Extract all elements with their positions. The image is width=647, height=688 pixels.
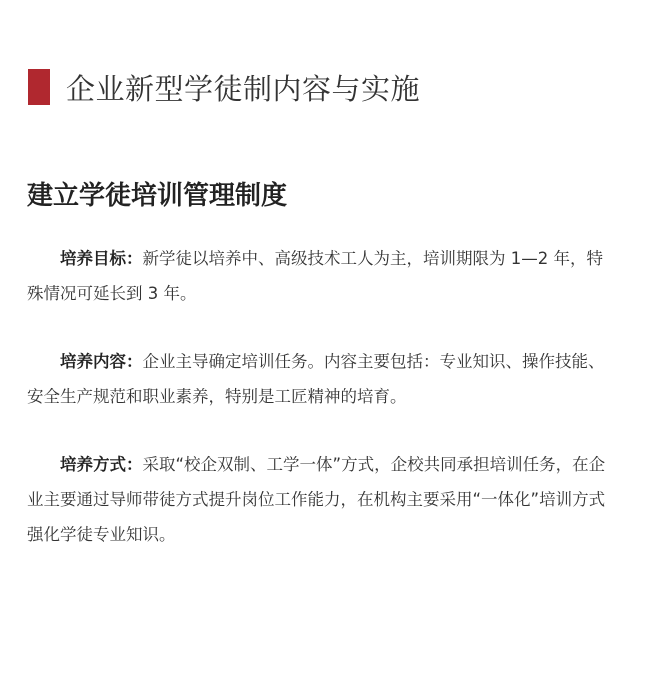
page-header (28, 68, 420, 106)
paragraph-label: 培养内容： (60, 352, 143, 371)
paragraph-training-method (27, 447, 609, 552)
paragraph-text: 采取“校企双制、工学一体”方式，企校共同承担培训任务，在企业主要通过导师带徒方式提升岗位工作能力，在机构主要采用“一体化”培训方式强化学徒专业知识。 (27, 455, 606, 544)
paragraph-label: 培养方式： (60, 455, 143, 474)
paragraph-training-goal (27, 241, 609, 311)
section-title: 建立学徒培训管理制度 (27, 181, 288, 211)
paragraph-text: 新学徒以培养中、高级技术工人为主，培训期限为 1—2 年，特殊情况可延长到 3 年。 (27, 249, 603, 303)
paragraph-label: 培养目标： (60, 249, 143, 268)
paragraph-training-content (27, 344, 609, 414)
header-accent-bar (28, 69, 50, 105)
paragraph-text: 企业主导确定培训任务。内容主要包括：专业知识、操作技能、安全生产规范和职业素养，特别是工匠精神的培育。 (27, 352, 605, 406)
page-title: 企业新型学徒制内容与实施 (66, 71, 421, 106)
